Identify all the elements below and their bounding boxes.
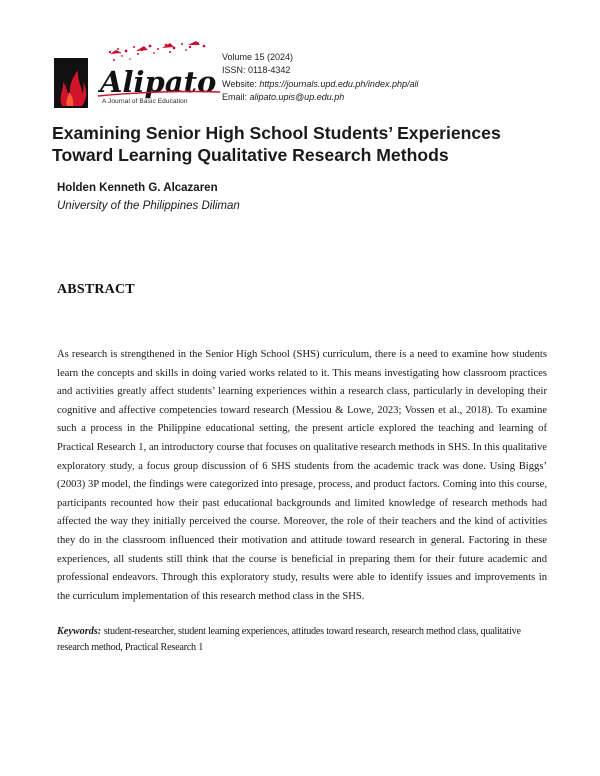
website-link[interactable]: https://journals.upd.edu.ph/index.php/ali	[259, 78, 419, 89]
svg-text:Alipato: Alipato	[100, 65, 217, 99]
issn-line: ISSN: 0118-4342	[222, 65, 291, 76]
keywords-label: Keywords:	[57, 626, 102, 637]
abstract-heading: ABSTRACT	[57, 282, 135, 297]
author-name: Holden Kenneth G. Alcazaren	[57, 182, 218, 194]
email-line	[222, 91, 562, 104]
email-link[interactable]: alipato.upis@up.edu.ph	[249, 92, 345, 103]
keywords	[57, 624, 547, 656]
website-line	[222, 78, 562, 91]
author-affiliation: University of the Philippines Diliman	[57, 200, 240, 212]
journal-meta	[222, 51, 562, 105]
logo-tagline: A Journal of Basic Education	[102, 98, 188, 105]
article-title	[52, 122, 562, 166]
journal-logo	[52, 40, 220, 112]
volume-line: Volume 15 (2024)	[222, 52, 294, 62]
website-label: Website:	[222, 78, 260, 89]
article-title-line-1: Examining Senior High School Students’ Experiences	[52, 123, 501, 143]
email-label: Email:	[222, 92, 250, 103]
keywords-list: student-researcher, student learning experiences, attitudes toward research, research method class, qualitative research method, Practical Research 1	[57, 626, 521, 653]
journal-header	[52, 40, 552, 112]
abstract-body: As research is strengthened in the Senior High School (SHS) curriculum, there is a need to examine how students learn the concepts and skills in doing varied works related to it. This means investigating how classroom practices and activities greatly affect students’ learning experiences within a research class, particularly in developing their cognitive and affective competencies toward research (Messiou & Lowe, 2023; Vossen et al., 2018). To examine such a process in the Philippine educational setting, the present article explored the teaching and learning of Practical Research 1, an introductory course that focuses on qualitative research methods in SHS. In this qualitative exploratory study, a focus group discussion of 6 SHS students from the academic track was done. Using Biggs’ (2003) 3P model, the findings were categorized into presage, process, and product factors. Coming into this course, participants recounted how their past educational backgrounds and limited knowledge of research methods had affected the way they initially perceived the course. Moreover, the role of their teachers and the kind of activities they do in the classroom influenced their motivation and attitude toward research in general. Factoring in these experiences, all students still think that the course is beneficial in preparing them for their future academic and professional endeavors. Through this exploratory study, results were able to identify issues and improvements in the curriculum implementation of this research method class in the SHS.	[57, 349, 547, 602]
article-title-line-2: Toward Learning Qualitative Research Methods	[52, 145, 449, 165]
